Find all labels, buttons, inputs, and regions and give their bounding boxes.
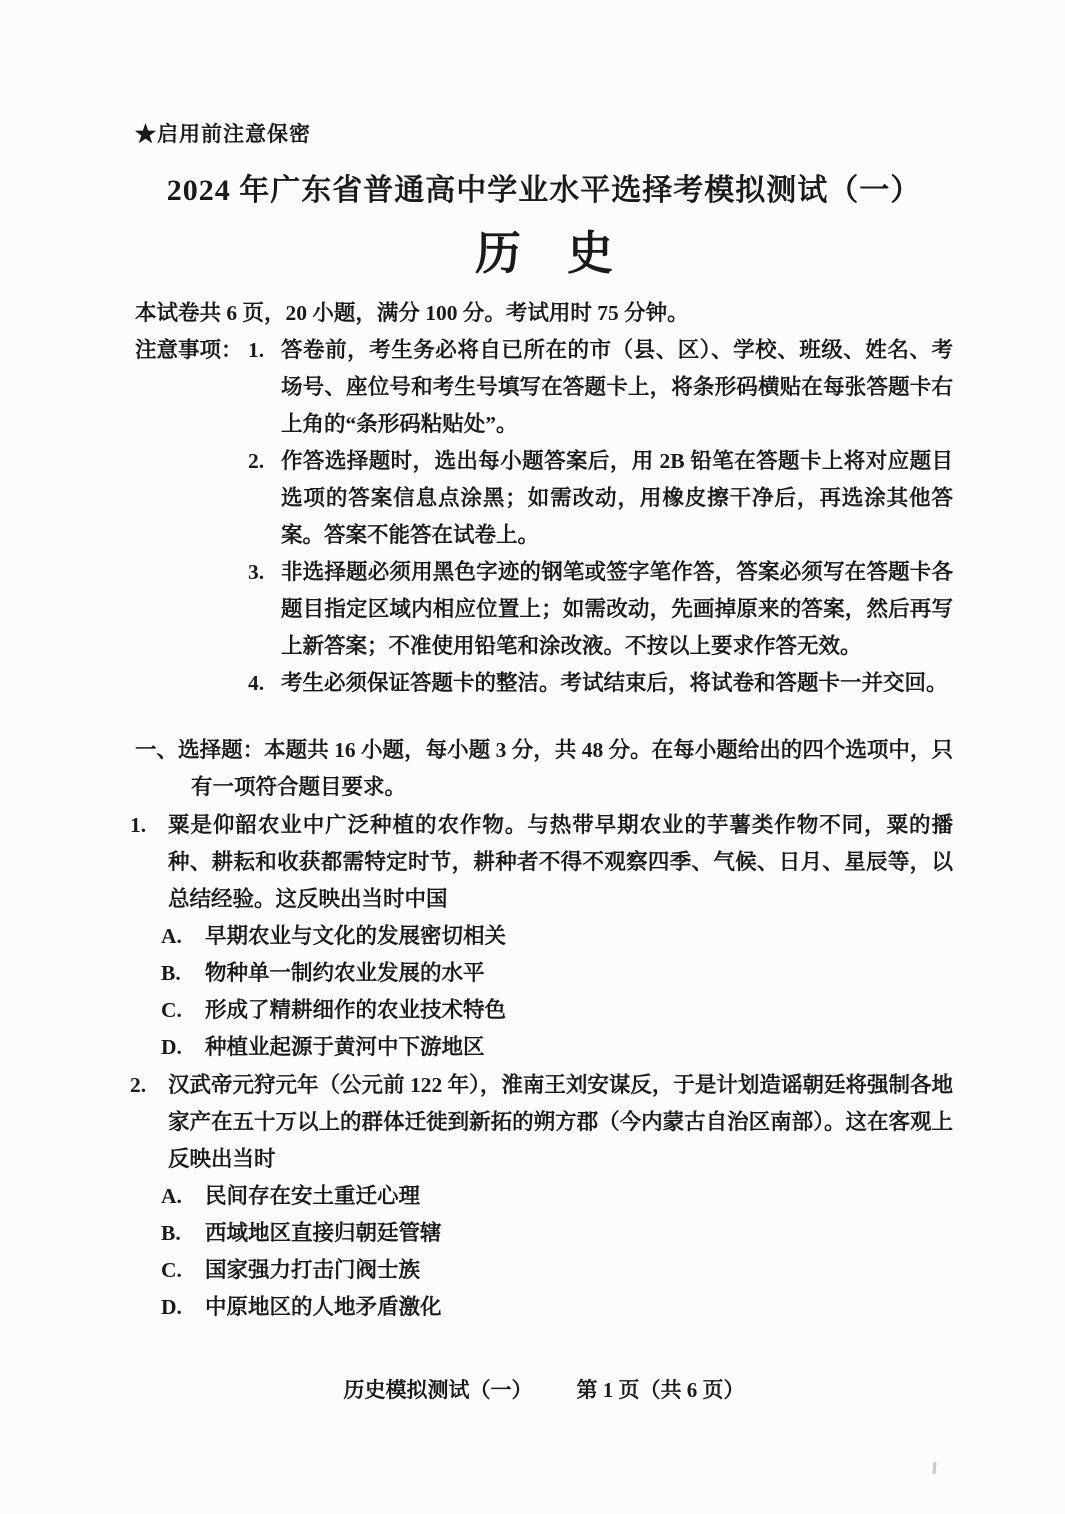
- notice-item-text: 考生必须保证答题卡的整洁。考试结束后，将试卷和答题卡一并交回。: [281, 671, 948, 695]
- option-text: 早期农业与文化的发展密切相关: [205, 924, 507, 948]
- subject-title: 历 史: [475, 228, 613, 279]
- notice-item-2: [248, 443, 953, 554]
- question-number: 1.: [130, 813, 147, 837]
- section-heading-multiple-choice: 一、选择题：本题共 16 小题，每小题 3 分，共 48 分。在每小题给出的四个选项中，只有一项符合题目要求。: [135, 738, 953, 799]
- option-text: 形成了精耕细作的农业技术特色: [205, 998, 507, 1022]
- option-c: [161, 1252, 953, 1289]
- option-label: B.: [161, 1221, 181, 1245]
- notice-item-number: 4.: [248, 671, 265, 695]
- option-b: [161, 955, 953, 992]
- notice-items: [248, 332, 953, 702]
- question-stem: 粟是仰韶农业中广泛种植的农作物。与热带早期农业的芋薯类作物不同，粟的播种、耕耘和收获都需特定时节，耕种者不得不观察四季、气候、日月、星辰等，以总结经验。这反映出当时中国: [168, 813, 953, 911]
- question-2: [130, 1067, 953, 1326]
- notice-item-1: [248, 332, 953, 443]
- option-label: A.: [161, 1184, 182, 1208]
- notice-item-text: 作答选择题时，选出每小题答案后，用 2B 铅笔在答题卡上将对应题目选项的答案信息点涂黑；如需改动，用橡皮擦干净后，再选涂其他答案。答案不能答在试卷上。: [281, 449, 953, 547]
- footer-test-name: 历史模拟测试（一）: [343, 1378, 533, 1402]
- question-number: 2.: [130, 1073, 147, 1097]
- option-text: 种植业起源于黄河中下游地区: [205, 1035, 485, 1059]
- question-1: [130, 807, 953, 1066]
- option-text: 中原地区的人地矛盾激化: [205, 1295, 442, 1319]
- footer-page-number: 第 1 页（共 6 页）: [576, 1378, 745, 1402]
- scan-artifact: [933, 1462, 937, 1474]
- security-notice: ★启用前注意保密: [135, 122, 311, 146]
- option-a: [161, 918, 953, 955]
- question-1-stem-row: [130, 807, 953, 918]
- option-a: [161, 1178, 953, 1215]
- page-footer: [135, 1372, 953, 1409]
- option-text: 国家强力打击门阀士族: [205, 1258, 421, 1282]
- option-label: D.: [161, 1035, 182, 1059]
- notice-item-4: [248, 665, 953, 702]
- notice-item-number: 1.: [248, 338, 265, 362]
- exam-title: 2024 年广东省普通高中学业水平选择考模拟测试（一）: [166, 174, 922, 207]
- option-c: [161, 992, 953, 1029]
- exam-info-line: 本试卷共 6 页，20 小题，满分 100 分。考试用时 75 分钟。: [135, 301, 689, 325]
- option-label: C.: [161, 998, 182, 1022]
- notice-label: 注意事项：: [135, 338, 243, 362]
- option-d: [161, 1289, 953, 1326]
- option-b: [161, 1215, 953, 1252]
- option-text: 物种单一制约农业发展的水平: [205, 961, 485, 985]
- option-label: B.: [161, 961, 181, 985]
- option-text: 民间存在安土重迁心理: [205, 1184, 421, 1208]
- option-label: C.: [161, 1258, 182, 1282]
- notice-item-number: 2.: [248, 449, 265, 473]
- option-text: 西域地区直接归朝廷管辖: [205, 1221, 442, 1245]
- option-label: D.: [161, 1295, 182, 1319]
- question-stem: 汉武帝元狩元年（公元前 122 年），淮南王刘安谋反，于是计划造谣朝廷将强制各地家产在五十万以上的群体迁徙到新拓的朔方郡（今内蒙古自治区南部）。这在客观上反映出当时: [168, 1073, 953, 1171]
- notice-item-3: [248, 554, 953, 665]
- option-label: A.: [161, 924, 182, 948]
- option-d: [161, 1029, 953, 1066]
- notice-block: [135, 332, 953, 702]
- notice-item-text: 非选择题必须用黑色字迹的钢笔或签字笔作答，答案必须写在答题卡各题目指定区域内相应位置上；如需改动，先画掉原来的答案，然后再写上新答案；不准使用铅笔和涂改液。不按以上要求作答无效。: [281, 560, 953, 658]
- question-2-stem-row: [130, 1067, 953, 1178]
- question-2-options: [161, 1178, 953, 1326]
- notice-item-number: 3.: [248, 560, 265, 584]
- notice-item-text: 答卷前，考生务必将自已所在的市（县、区）、学校、班级、姓名、考场号、座位号和考生号填写在答题卡上，将条形码横贴在每张答题卡右上角的“条形码粘贴处”。: [281, 338, 953, 436]
- question-1-options: [161, 918, 953, 1066]
